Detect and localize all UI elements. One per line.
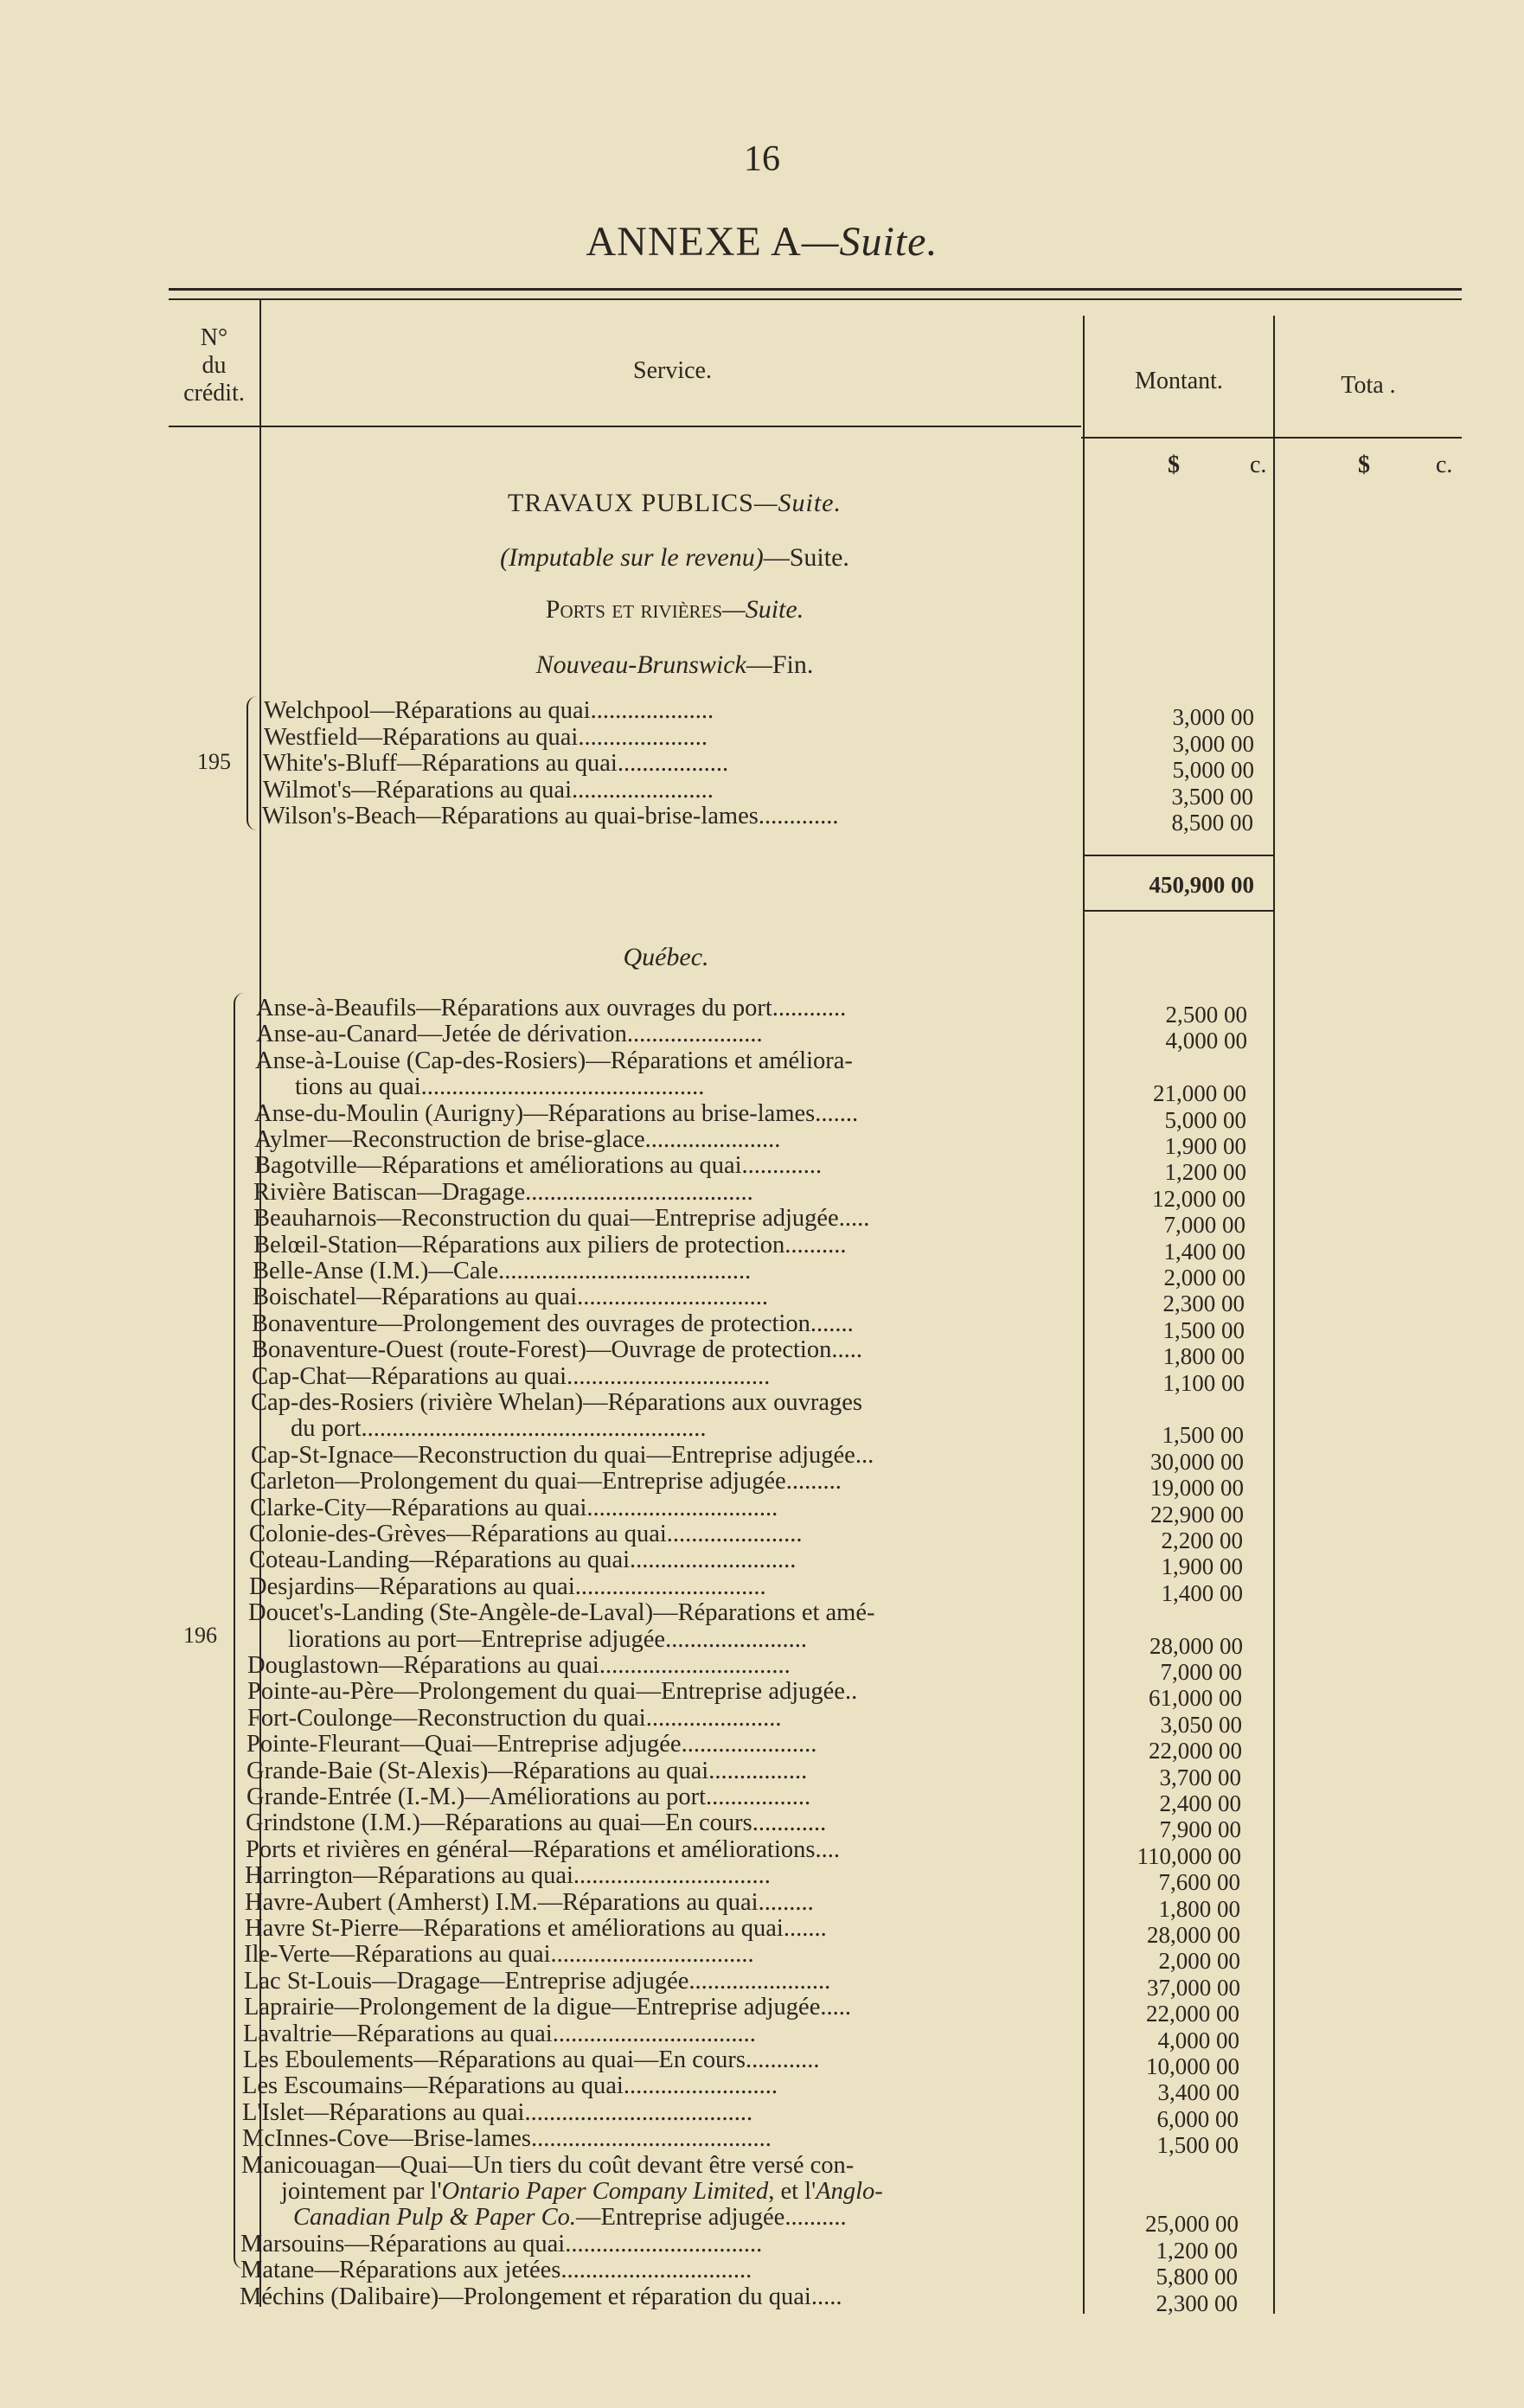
entry-amount: 1,500 00 — [1162, 1316, 1245, 1343]
annex-title-suffix: —Suite. — [801, 219, 938, 265]
imputable-heading — [268, 543, 1081, 573]
entry-leader: ................. — [706, 1784, 811, 1810]
entry-row — [251, 1389, 862, 1416]
header-bottom-rule-right — [1081, 437, 1462, 439]
entry-row — [245, 1915, 827, 1942]
entry-row — [291, 1415, 707, 1442]
entry-amount: 2,200 00 — [1161, 1527, 1243, 1553]
entry-amount: 8,500 00 — [1171, 810, 1253, 836]
entry-service: Belœil-Station—Réparations aux piliers de protection — [253, 1231, 785, 1258]
entry-leader: ...................... — [666, 1521, 803, 1547]
entry-amount: 61,000 00 — [1149, 1685, 1242, 1712]
entry-service: Anse-à-Beaufils—Réparations aux ouvrages du port — [256, 995, 772, 1021]
entry-service: Bonaventure—Prolongement des ouvrages de protection — [252, 1310, 810, 1337]
entry-service: Cap-Chat—Réparations au quai — [252, 1362, 567, 1390]
entry-amount: 1,900 00 — [1161, 1553, 1243, 1580]
entry-service: Clarke-City—Réparations au quai — [250, 1494, 587, 1521]
entry-service: Lac St-Louis—Dragage—Entreprise adjugée — [244, 1967, 689, 1995]
credit-header-line3: crédit. — [183, 380, 245, 407]
entry-service: Aylmer—Reconstruction de brise-glace — [254, 1126, 645, 1153]
entry-service: Lavaltrie—Réparations au quai — [243, 2020, 553, 2047]
entry-service: Laprairie—Prolongement de la digue—Entreprise adjugée — [244, 1994, 821, 2021]
entry-row — [245, 1889, 814, 1916]
entry-service: Cap-St-Ignace—Reconstruction du quai—Entreprise adjugée — [251, 1441, 855, 1469]
page-number: 16 — [744, 139, 780, 179]
entry-leader: .. — [844, 1678, 858, 1706]
entry-amount: 28,000 00 — [1147, 1922, 1240, 1948]
entry-row — [246, 1836, 840, 1863]
entry-service: Wilmot's—Réparations au quai — [263, 776, 573, 804]
entry-row — [255, 1047, 853, 1074]
entry-row — [293, 2204, 847, 2231]
entry-row — [244, 1941, 754, 1968]
top-rule-thin — [169, 298, 1462, 300]
entry-amount: 1,100 00 — [1162, 1369, 1245, 1396]
entry-service: White's-Bluff—Réparations au quai — [263, 750, 618, 777]
entry-service: Cap-des-Rosiers (rivière Whelan)—Réparations aux ouvrages — [251, 1389, 862, 1416]
entry-leader: .......... — [784, 1231, 847, 1258]
entry-row — [249, 1521, 803, 1547]
entry-amount: 1,800 00 — [1162, 1343, 1245, 1370]
entry-amount: 22,900 00 — [1150, 1501, 1244, 1527]
entry-service: Douglastown—Réparations au quai — [247, 1652, 599, 1679]
entry-leader: .......... — [784, 2204, 847, 2232]
entry-service: Bonaventure-Ouest (route-Forest)—Ouvrage de protection — [252, 1336, 832, 1364]
entry-service: L'Islet—Réparations au quai — [242, 2098, 525, 2126]
entry-service: jointement par l' — [281, 2178, 442, 2205]
entry-service: Wilson's-Beach—Réparations au quai-brise-lames — [262, 803, 759, 829]
entry-amount: 5,800 00 — [1156, 2264, 1238, 2290]
entry-amount: 25,000 00 — [1145, 2211, 1239, 2238]
entry-row — [248, 1599, 874, 1626]
entry-leader: ................................. — [567, 1362, 771, 1390]
entry-amount: 1,900 00 — [1164, 1133, 1246, 1159]
group-195-credit: 195 — [197, 749, 231, 774]
entry-leader: ................................. — [550, 1941, 754, 1969]
ports-suffix: —Suite. — [722, 595, 804, 624]
entry-service: Carleton—Prolongement du quai—Entreprise adjugée — [250, 1468, 786, 1495]
entry-amount: 2,400 00 — [1159, 1790, 1241, 1816]
entry-service: Rivière Batiscan—Dragage — [253, 1178, 526, 1206]
entry-row — [247, 1784, 810, 1810]
entry-service: liorations au port—Entreprise adjugée — [288, 1625, 666, 1653]
entry-service: Anse-du-Moulin (Aurigny)—Réparations au brise-lames — [254, 1099, 816, 1127]
credit-header — [169, 324, 259, 407]
entry-leader: ....................... — [688, 1967, 831, 1995]
entry-service: Manicouagan—Quai—Un tiers du coût devant être versé con- — [241, 2151, 855, 2179]
entry-row — [240, 2257, 752, 2283]
entry-leader: ... — [855, 1441, 874, 1469]
entry-row — [263, 750, 728, 777]
entry-service: Colonie-des-Grèves—Réparations au quai — [249, 1521, 667, 1547]
total-header: Tota . — [1341, 372, 1396, 399]
entry-leader: ..... — [810, 2283, 842, 2310]
entry-leader: ....................... — [572, 776, 714, 804]
entry-leader: .... — [815, 1835, 840, 1863]
entry-service: Grande-Entrée (I.-M.)—Améliorations au port — [247, 1784, 707, 1810]
entry-row — [253, 1179, 753, 1206]
entry-row — [245, 1862, 771, 1889]
entry-row — [264, 724, 708, 751]
entry-row — [253, 1284, 768, 1310]
entry-amount: 10,000 00 — [1146, 2053, 1239, 2079]
entry-row — [243, 2046, 819, 2073]
entry-service: Harrington—Réparations au quai — [245, 1862, 573, 1890]
credit-header-line2: du — [202, 352, 227, 379]
entry-service: tions au quai — [295, 1073, 421, 1101]
top-rule-thick — [169, 288, 1462, 291]
entry-leader: ............. — [758, 803, 839, 829]
entry-leader: ............. — [741, 1152, 823, 1180]
province-qc-heading — [259, 943, 1073, 972]
entry-service: Havre-Aubert (Amherst) I.M.—Réparations au quai — [245, 1888, 759, 1916]
entry-amount: 4,000 00 — [1165, 1028, 1247, 1054]
entry-service: Bagotville—Réparations et améliorations au quai — [254, 1152, 742, 1180]
entry-row — [252, 1310, 854, 1337]
entry-row — [242, 2099, 752, 2126]
entry-amount: 2,000 00 — [1158, 1948, 1240, 1975]
entry-row — [252, 1336, 862, 1363]
entry-leader: .................. — [617, 750, 729, 777]
entry-row — [264, 697, 714, 724]
entry-leader: ............................... — [599, 1652, 791, 1679]
entry-leader: ................................ — [573, 1862, 771, 1890]
entry-service-italic-cont: Anglo- — [816, 2178, 883, 2205]
entry-amount: 6,000 00 — [1156, 2105, 1239, 2132]
entry-leader: ..................................... — [524, 2098, 753, 2126]
annex-title — [0, 218, 1524, 266]
entry-service: McInnes-Cove—Brise-lames — [242, 2125, 531, 2153]
entry-row — [250, 1495, 778, 1521]
entry-leader: ............ — [772, 995, 847, 1021]
entry-service: du port — [291, 1415, 362, 1443]
entry-amount: 28,000 00 — [1149, 1632, 1243, 1659]
entry-row — [247, 1705, 781, 1732]
subtotal-195: 450,900 00 — [1149, 872, 1254, 898]
entry-service-cont: —Entreprise adjugée — [575, 2204, 785, 2232]
entry-row — [254, 1126, 780, 1153]
entry-amount: 7,600 00 — [1158, 1869, 1240, 1896]
entry-row — [240, 2283, 842, 2310]
entry-service: Beauharnois—Reconstruction du quai—Entreprise adjugée — [253, 1205, 839, 1233]
entry-amount: 2,500 00 — [1165, 1002, 1247, 1028]
entry-leader: ......... — [758, 1888, 814, 1916]
entry-service: Grande-Baie (St-Alexis)—Réparations au quai — [247, 1757, 709, 1784]
entry-row — [242, 2072, 778, 2099]
entry-leader: ....... — [810, 1310, 854, 1337]
ports-heading — [268, 595, 1081, 624]
entry-amount: 12,000 00 — [1152, 1185, 1245, 1212]
entry-amount: 1,400 00 — [1163, 1238, 1245, 1265]
entry-leader: ............................... — [586, 1494, 778, 1521]
entry-leader: ............ — [745, 2046, 820, 2073]
entry-amount: 110,000 00 — [1137, 1842, 1241, 1869]
entry-leader: ..... — [820, 1994, 851, 2021]
entry-service: Boischatel—Réparations au quai — [253, 1284, 578, 1311]
entry-service: Ports et rivières en général—Réparations et améliorations — [246, 1835, 816, 1863]
entry-leader: ...................... — [645, 1704, 782, 1732]
entry-leader: ............................... — [574, 1572, 766, 1600]
ministry-suffix: —Suite. — [753, 489, 842, 517]
entry-row — [249, 1547, 796, 1573]
entry-leader: ...................... — [681, 1731, 817, 1758]
entry-amount: 7,000 00 — [1160, 1659, 1242, 1685]
entry-row — [253, 1205, 869, 1232]
entry-amount: 21,000 00 — [1153, 1080, 1246, 1107]
entry-service: Les Eboulements—Réparations au quai—En cours — [243, 2046, 746, 2073]
entry-row — [252, 1363, 770, 1390]
entry-service: Ile-Verte—Réparations au quai — [244, 1941, 551, 1969]
entry-row — [251, 1442, 874, 1469]
entry-leader: ............................... — [577, 1284, 769, 1311]
entry-leader: ....................................... — [531, 2125, 772, 2153]
entry-amount: 7,900 00 — [1159, 1816, 1241, 1843]
entry-row — [253, 1232, 846, 1258]
service-header: Service. — [633, 357, 712, 384]
entry-amount: 3,400 00 — [1157, 2079, 1239, 2106]
entry-amount: 3,000 00 — [1172, 730, 1254, 757]
entry-service: Les Escoumains—Réparations au quai — [242, 2072, 624, 2100]
entry-amount: 5,000 00 — [1164, 1106, 1246, 1133]
province-nb-heading — [268, 650, 1081, 680]
entry-service: Havre St-Pierre—Réparations et améliorations au quai — [245, 1915, 784, 1942]
entry-service: Coteau-Landing—Réparations au quai — [249, 1547, 631, 1574]
entry-amount: 37,000 00 — [1147, 1974, 1240, 2001]
entry-amount: 1,200 00 — [1156, 2237, 1238, 2264]
entry-amount: 5,000 00 — [1172, 757, 1254, 783]
entry-service: Welchpool—Réparations au quai — [264, 697, 591, 724]
group-196-credit: 196 — [183, 1623, 217, 1648]
entry-leader: ......................... — [623, 2072, 778, 2100]
entry-amount: 4,000 00 — [1157, 2027, 1239, 2053]
entry-row — [256, 1021, 763, 1047]
entry-service: Méchins (Dalibaire)—Prolongement et réparation du quai — [240, 2283, 811, 2310]
entry-service-cont: , et l' — [768, 2178, 816, 2205]
entry-row — [247, 1758, 807, 1784]
group-195-brace — [247, 696, 257, 830]
ports-text: Ports et rivières — [545, 595, 723, 624]
entry-row — [254, 1100, 858, 1127]
entry-row — [247, 1652, 791, 1679]
entry-leader: ..................... — [578, 723, 708, 751]
montant-cents-unit: c. — [1250, 452, 1267, 478]
entry-amount: 2,300 00 — [1156, 2290, 1238, 2316]
entry-leader: ...................... — [644, 1126, 781, 1153]
entry-row — [244, 1968, 830, 1995]
entry-row — [250, 1468, 842, 1495]
entry-amount: 30,000 00 — [1150, 1448, 1244, 1475]
entry-amount: 22,000 00 — [1146, 2001, 1239, 2027]
entry-row — [256, 995, 846, 1021]
entry-amount: 7,000 00 — [1163, 1212, 1245, 1239]
entry-leader: ....................... — [665, 1625, 807, 1653]
entry-row — [240, 2231, 762, 2258]
total-dollar-unit: $ — [1358, 452, 1370, 478]
entry-service: Doucet's-Landing (Ste-Angèle-de-Laval)—Réparations et amé- — [248, 1599, 875, 1627]
entry-leader: ................ — [708, 1757, 808, 1784]
entry-leader: ......................................... — [498, 1258, 752, 1284]
entry-service-italic: Canadian Pulp & Paper Co. — [293, 2204, 576, 2232]
entry-service: Matane—Réparations aux jetées — [240, 2257, 561, 2284]
entry-row — [254, 1152, 822, 1179]
imputable-text: (Imputable sur le revenu) — [500, 543, 764, 572]
entry-service: Grindstone (I.M.)—Réparations au quai—En cours — [246, 1809, 752, 1837]
entry-row — [253, 1258, 751, 1284]
province-nb-name: Nouveau-Brunswick — [535, 650, 746, 679]
ministry-name: TRAVAUX PUBLICS — [508, 489, 754, 517]
entry-leader: ........................................................ — [361, 1415, 707, 1443]
entry-service: Westfield—Réparations au quai — [264, 723, 579, 751]
entry-amount: 3,050 00 — [1160, 1711, 1242, 1738]
entry-leader: ....... — [783, 1915, 827, 1942]
entry-leader: ................................. — [552, 2020, 756, 2047]
entry-amount: 1,400 00 — [1161, 1579, 1243, 1606]
montant-column-right-divider — [1273, 316, 1275, 2314]
entry-service: Pointe-Fleurant—Quai—Entreprise adjugée — [247, 1731, 682, 1758]
entry-leader: ......... — [785, 1468, 842, 1495]
entry-service: Fort-Coulonge—Reconstruction du quai — [247, 1704, 646, 1732]
entry-row — [249, 1573, 766, 1600]
entry-leader: ..................................... — [525, 1178, 753, 1206]
entry-leader: ....... — [815, 1099, 859, 1127]
entry-service: Belle-Anse (I.M.)—Cale — [253, 1258, 499, 1284]
imputable-suffix: —Suite. — [763, 543, 849, 572]
entry-amount: 3,500 00 — [1171, 783, 1253, 810]
entry-amount: 2,300 00 — [1162, 1290, 1245, 1317]
montant-header: Montant. — [1135, 368, 1223, 394]
entry-amount: 2,000 00 — [1163, 1265, 1245, 1290]
entry-service: Desjardins—Réparations au quai — [249, 1572, 575, 1600]
entry-leader: ............ — [752, 1809, 827, 1837]
subtotal-rule-195 — [1083, 855, 1273, 856]
entry-leader: ............................... — [560, 2257, 752, 2284]
entry-row — [263, 777, 714, 804]
entry-amount: 3,000 00 — [1172, 704, 1254, 730]
entry-amount: 19,000 00 — [1150, 1475, 1244, 1502]
entry-row — [244, 1994, 851, 2021]
entry-leader: ........................... — [630, 1547, 797, 1574]
entry-row — [247, 1678, 857, 1705]
entry-leader: .............................................. — [420, 1073, 705, 1101]
entry-row — [246, 1809, 826, 1836]
entry-service-italic: Ontario Paper Company Limited — [441, 2178, 769, 2205]
montant-dollar-unit: $ — [1168, 452, 1180, 478]
entry-row — [243, 2021, 756, 2047]
entry-row — [262, 803, 838, 829]
entry-row — [295, 1073, 704, 1100]
entry-service: Anse-au-Canard—Jetée de dérivation — [256, 1021, 627, 1048]
entry-amount: 3,700 00 — [1159, 1764, 1241, 1790]
entry-leader: ................................ — [565, 2230, 763, 2258]
total-cents-unit: c. — [1436, 452, 1453, 478]
entry-row — [288, 1626, 807, 1653]
entry-leader: .................... — [590, 697, 714, 724]
entry-leader: ..... — [831, 1336, 862, 1364]
entry-row — [247, 1731, 816, 1758]
entry-row — [241, 2152, 854, 2179]
entry-row — [242, 2125, 772, 2152]
entry-leader: ..... — [838, 1205, 870, 1233]
ministry-heading — [268, 489, 1081, 518]
entry-row — [281, 2178, 883, 2205]
entry-leader: ...................... — [626, 1021, 763, 1048]
subtotal-rule-195-bottom — [1083, 910, 1273, 912]
entry-amount: 1,200 00 — [1164, 1159, 1246, 1186]
entry-amount: 1,500 00 — [1162, 1422, 1244, 1449]
entry-amount: 22,000 00 — [1149, 1738, 1242, 1764]
header-bottom-rule-left — [169, 426, 1081, 427]
annex-title-main: ANNEXE A — [586, 219, 802, 265]
entry-service: Anse-à-Louise (Cap-des-Rosiers)—Réparations et améliora- — [255, 1047, 853, 1074]
entry-service: Marsouins—Réparations au quai — [240, 2230, 566, 2258]
entry-service: Pointe-au-Père—Prolongement du quai—Entreprise adjugée — [247, 1678, 845, 1706]
entry-amount: 1,800 00 — [1158, 1895, 1240, 1922]
credit-header-line1: N° — [200, 324, 228, 351]
entry-amount: 1,500 00 — [1156, 2132, 1239, 2159]
province-nb-suffix: —Fin. — [746, 650, 814, 679]
province-qc-name: Québec. — [623, 943, 709, 971]
